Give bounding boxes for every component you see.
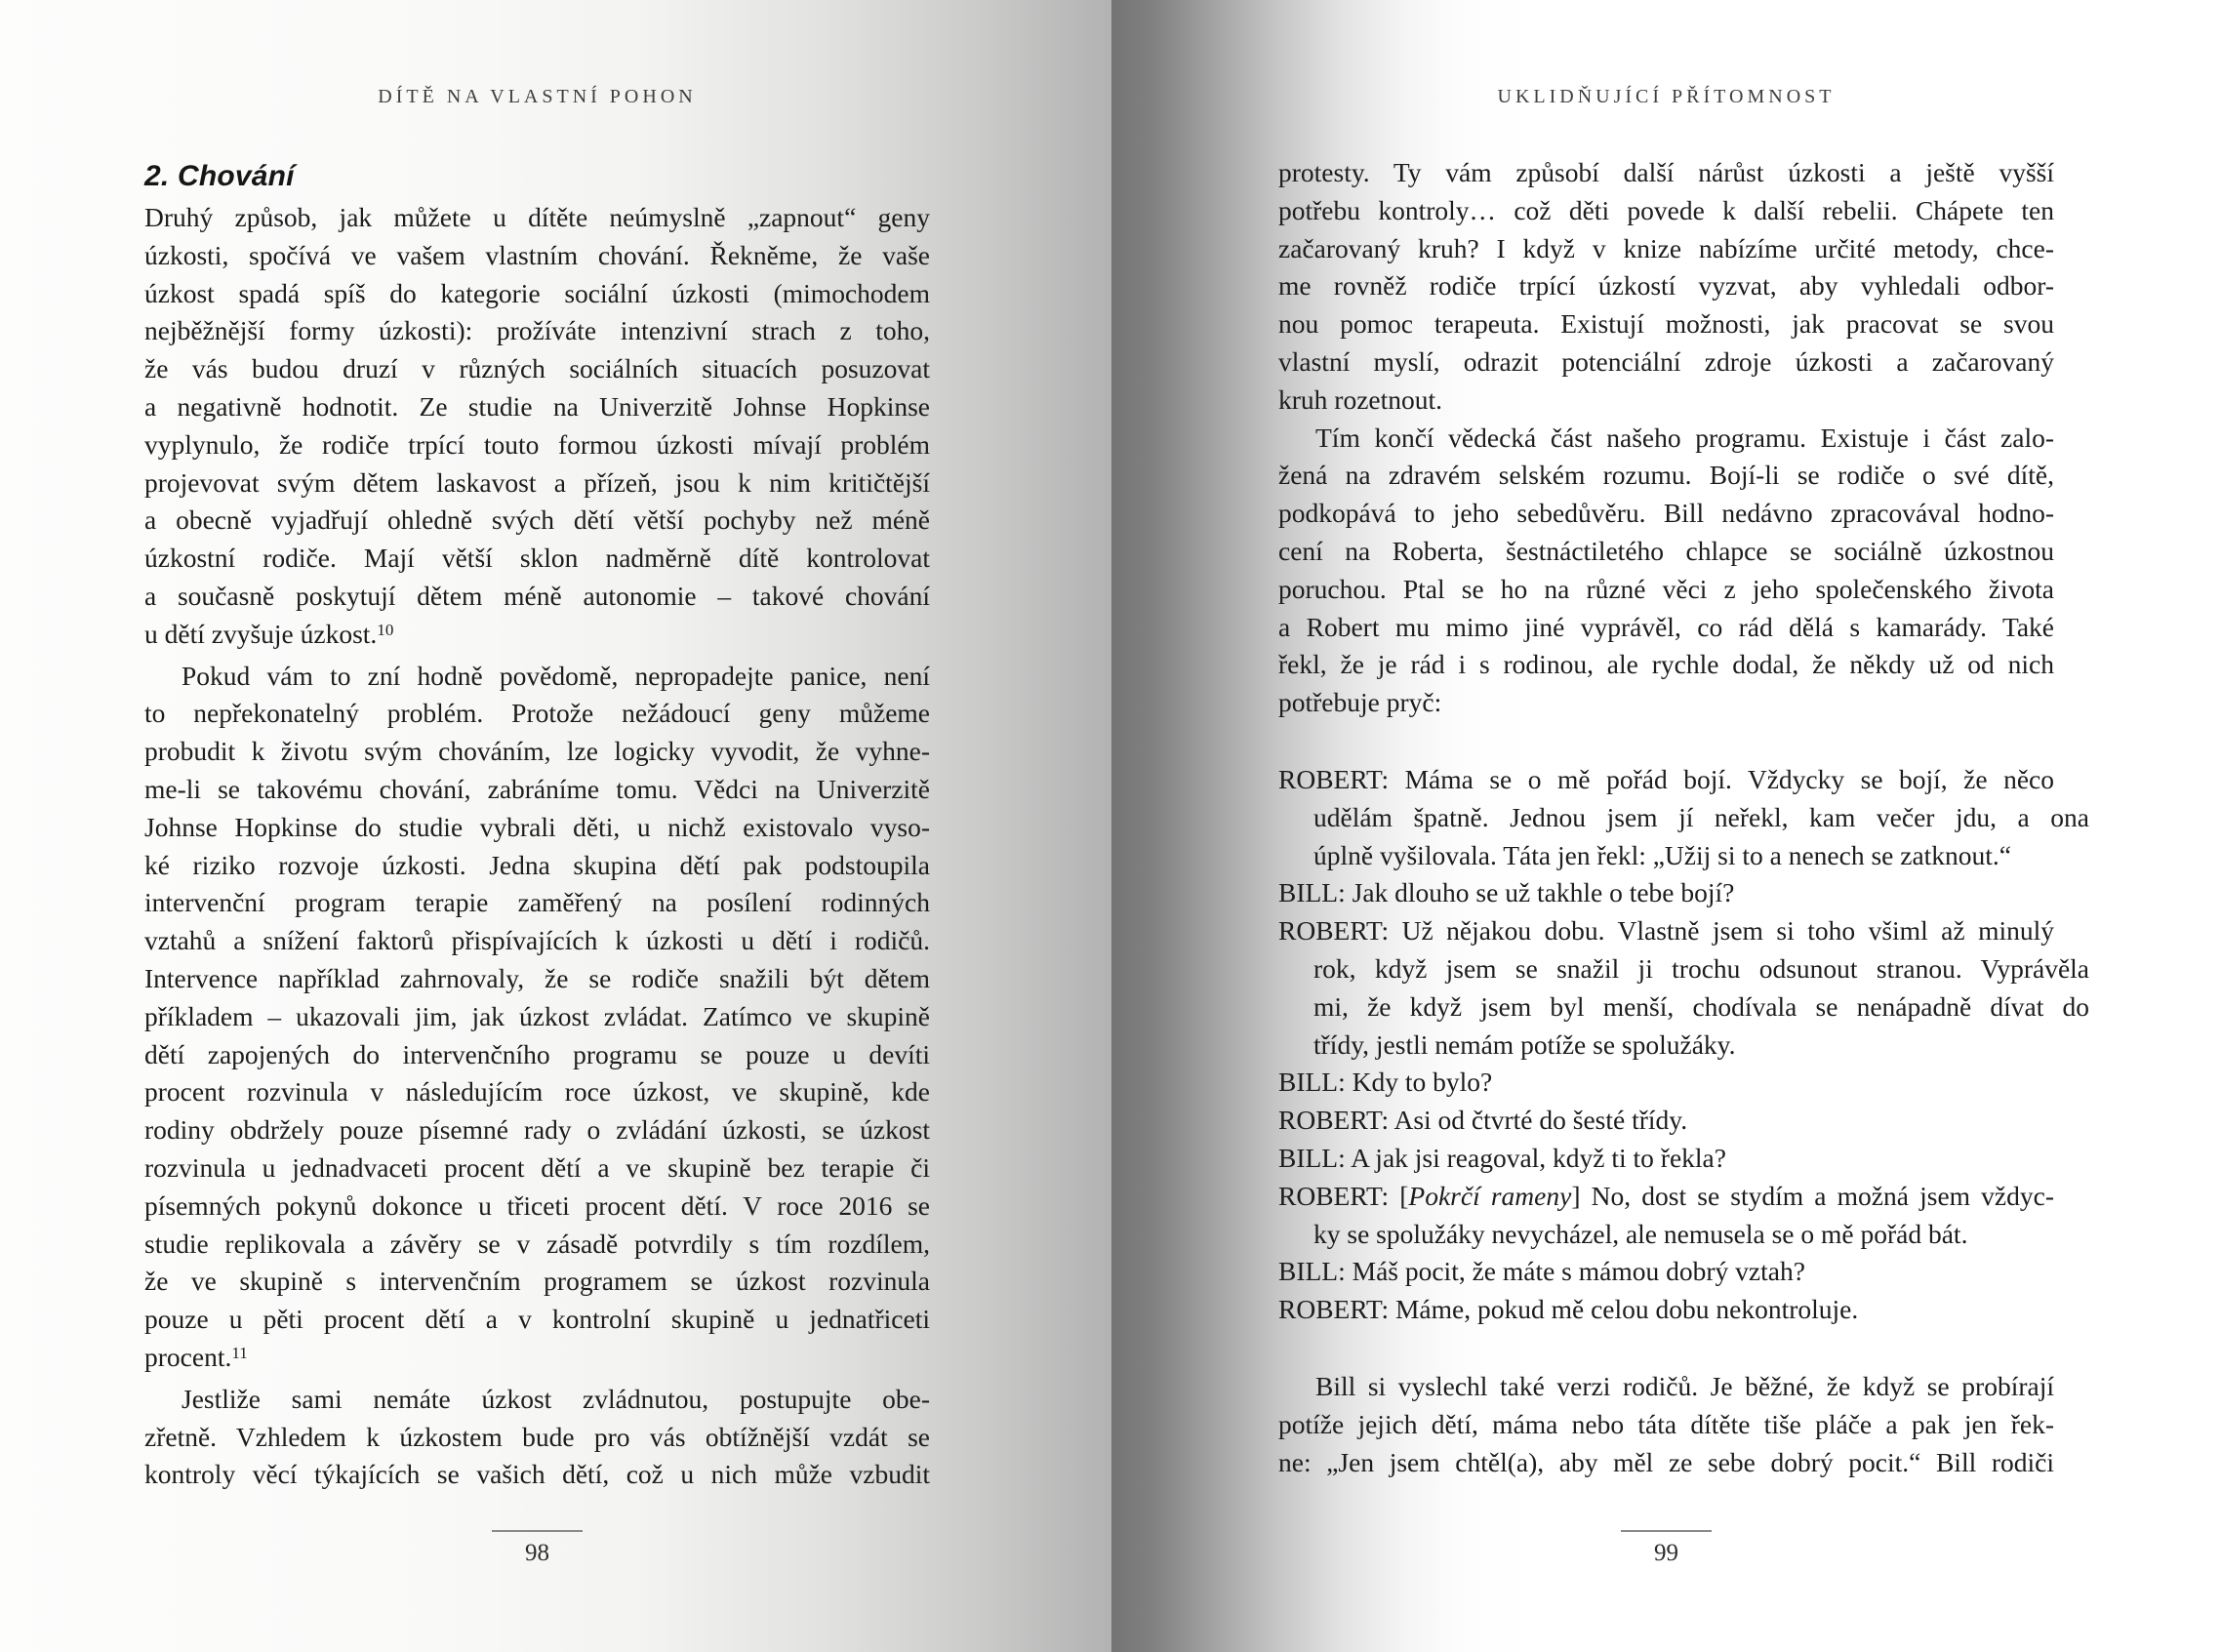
text-segment: ROBERT: Asi od čtvrté do šesté třídy. xyxy=(1278,1105,1688,1136)
text-line xyxy=(1278,457,2054,495)
text-segment: úzkost spadá spíš do kategorie sociální úzkosti (mimochodem xyxy=(144,277,930,308)
text-line xyxy=(1278,1406,2054,1444)
text-line xyxy=(144,771,930,809)
footnote-reference: 10 xyxy=(377,620,394,639)
text-segment: rozvinula u jednadvaceti procent dětí a ve skupině bez terapie či xyxy=(144,1151,930,1183)
footnote-reference: 11 xyxy=(231,1343,248,1362)
text-line xyxy=(144,960,930,998)
text-segment: ROBERT: Máme, pokud mě celou dobu nekontroluje. xyxy=(1278,1294,1859,1325)
text-segment: ké riziko rozvoje úzkosti. Jedna skupina dětí pak podstoupila xyxy=(144,849,930,880)
text-line xyxy=(1278,267,2054,305)
text-segment: BILL: Máš pocit, že máte s mámou dobrý vztah? xyxy=(1278,1256,1805,1287)
text-segment: třídy, jestli nemám potíže se spolužáky. xyxy=(1313,1028,1736,1060)
text-line xyxy=(1278,1102,2054,1140)
text-segment: procent rozvinula v následujícím roce úzkost, ve skupině, kde xyxy=(144,1076,930,1108)
text-line xyxy=(144,658,930,696)
paragraph xyxy=(1278,1368,2054,1481)
text-segment: u dětí zvyšuje úzkost. xyxy=(144,618,378,649)
text-segment: Jestliže sami nemáte úzkost zvládnutou, postupujte obe- xyxy=(182,1383,930,1414)
text-segment: nou pomoc terapeuta. Existují možnosti, jak pracovat se svou xyxy=(1278,308,2054,340)
text-line xyxy=(1278,988,2089,1027)
text-segment: písemných pokynů dokonce u třiceti procent dětí. V roce 2016 se xyxy=(144,1189,930,1221)
text-line xyxy=(144,1301,930,1339)
text-line xyxy=(1278,874,2054,912)
text-segment: potíže jejich dětí, máma nebo táta dítěte tiše pláče a pak jen řek- xyxy=(1278,1408,2054,1439)
text-line xyxy=(144,464,930,503)
page-footer xyxy=(1278,1530,2054,1567)
text-line xyxy=(144,199,930,237)
text-line xyxy=(1278,799,2089,837)
running-header: DÍTĚ NA VLASTNÍ POHON xyxy=(378,86,697,107)
blank-line xyxy=(1278,722,2054,761)
text-segment: udělám špatně. Jednou jsem jí neřekl, kam večer jdu, a ona xyxy=(1313,801,2089,832)
text-segment: me rovněž rodiče trpící úzkostí vyzvat, aby vyhledali odbor- xyxy=(1278,270,2054,302)
text-line xyxy=(1278,837,2089,875)
text-line xyxy=(144,884,930,922)
text-line xyxy=(144,312,930,350)
footer-rule xyxy=(492,1530,583,1532)
text-segment: vztahů a snížení faktorů přispívajících k úzkosti u dětí i rodičů. xyxy=(144,925,930,956)
text-segment: BILL: Jak dlouho se už takhle o tebe bojí? xyxy=(1278,877,1735,908)
text-line xyxy=(1278,382,2054,420)
text-segment: potřebuje pryč: xyxy=(1278,687,1442,718)
text-line xyxy=(144,1036,930,1074)
text-line xyxy=(144,922,930,960)
text-segment: mi, že když jsem byl menší, chodívala se nenápadně dívat do xyxy=(1313,990,2089,1022)
text-line xyxy=(1278,646,2054,684)
text-segment: rodiny obdržely pouze písemné rady o zvládání úzkosti, se úzkost xyxy=(144,1114,930,1146)
text-segment: to nepřekonatelný problém. Protože nežádoucí geny můžeme xyxy=(144,698,930,729)
text-line xyxy=(1278,1178,2054,1216)
page-number: 99 xyxy=(1654,1540,1678,1566)
text-segment: vlastní myslí, odrazit potenciální zdroje úzkosti a začarovaný xyxy=(1278,345,2054,377)
text-segment: začarovaný kruh? I když v knize nabízíme určité metody, chce- xyxy=(1278,232,2054,263)
text-segment: Druhý způsob, jak můžete u dítěte neúmyslně „zapnout“ geny xyxy=(144,202,930,232)
page-footer xyxy=(144,1530,930,1567)
text-segment: úplně vyšilovala. Táta jen řekl: „Užij si to a nenech se zatknout.“ xyxy=(1313,839,2012,870)
text-segment: Intervence například zahrnovaly, že se rodiče snažili být dětem xyxy=(144,962,930,993)
text-line xyxy=(144,847,930,885)
text-line xyxy=(1278,1140,2054,1178)
text-segment: a současně poskytují dětem méně autonomie – takové chování xyxy=(144,580,930,611)
paragraph xyxy=(144,658,930,1381)
running-header: UKLIDŇUJÍCÍ PŘÍTOMNOST xyxy=(1497,86,1836,107)
text-line xyxy=(144,1419,930,1457)
text-segment: intervenční program terapie zaměřený na posílení rodinných xyxy=(144,887,930,918)
text-segment: a negativně hodnotit. Ze studie na Univerzitě Johnse Hopkinse xyxy=(144,390,930,422)
text-segment: úzkostní rodiče. Mají větší sklon nadměrně dítě kontrolovat xyxy=(144,543,930,574)
text-segment: ROBERT: [ xyxy=(1278,1180,1409,1211)
paragraph xyxy=(144,1381,930,1494)
text-segment: Pokud vám to zní hodně povědomě, nepropadejte panice, není xyxy=(182,660,930,691)
paragraph xyxy=(1278,154,2054,420)
text-segment: potřebu kontroly… což děti povede k další rebelii. Chápete ten xyxy=(1278,194,2054,225)
text-line xyxy=(144,540,930,578)
text-line xyxy=(144,616,930,658)
text-segment: a obecně vyjadřují ohledně svých dětí větší pochyby než méně xyxy=(144,504,930,536)
text-segment: podkopává to jeho sebedůvěru. Bill nedávno zpracovával hodno- xyxy=(1278,498,2054,529)
text-line xyxy=(1278,1291,2054,1329)
text-line xyxy=(1278,305,2054,343)
text-line xyxy=(1278,533,2054,571)
text-segment: poruchou. Ptal se ho na různé věci z jeho společenského života xyxy=(1278,573,2054,604)
text-segment: ne: „Jen jsem chtěl(a), aby měl ze sebe dobrý pocit.“ Bill rodiči xyxy=(1278,1446,2054,1477)
text-line xyxy=(144,426,930,464)
text-line xyxy=(1278,1216,2089,1254)
text-segment: že ve skupině s intervenčním programem se úzkost rozvinula xyxy=(144,1266,930,1297)
text-segment: BILL: A jak jsi reagoval, když ti to řekla? xyxy=(1278,1142,1726,1173)
page-number: 98 xyxy=(525,1540,549,1566)
text-segment: projevovat svým dětem laskavost a přízeň, jsou k nim kritičtější xyxy=(144,466,930,498)
text-line xyxy=(144,998,930,1036)
text-segment: protesty. Ty vám způsobí další nárůst úzkosti a ještě vyšší xyxy=(1278,157,2054,187)
text-segment: me-li se takovému chování, zabráníme tomu. Vědci na Univerzitě xyxy=(144,773,930,804)
text-line xyxy=(144,1111,930,1149)
text-line xyxy=(144,578,930,616)
text-segment: dětí zapojených do intervenčního programu se pouze u devíti xyxy=(144,1038,930,1069)
text-line xyxy=(144,733,930,771)
text-line xyxy=(144,350,930,388)
text-segment: žená na zdravém selském rozumu. Bojí-li se rodiče o své dítě, xyxy=(1278,460,2054,491)
text-segment: Bill si vyslechl také verzi rodičů. Je běžné, že když se probírají xyxy=(1315,1370,2054,1401)
text-segment: kontroly věcí týkajících se vašich dětí, což u nich může vzbudit xyxy=(144,1459,930,1490)
text-line xyxy=(144,1456,930,1494)
text-segment: studie replikovala a závěry se v zásadě potvrdily s tím rozdílem, xyxy=(144,1228,930,1259)
footer-rule xyxy=(1621,1530,1712,1532)
text-line xyxy=(144,388,930,426)
text-line xyxy=(1278,912,2054,950)
text-segment: ROBERT: Už nějakou dobu. Vlastně jsem si toho všiml až minulý xyxy=(1278,915,2054,947)
text-segment: Pokrčí rameny xyxy=(1408,1180,1572,1211)
text-line xyxy=(1278,684,2054,722)
text-segment: příkladem – ukazovali jim, jak úzkost zvládat. Zatímco ve skupině xyxy=(144,1000,930,1031)
text-line xyxy=(144,1226,930,1264)
text-segment: že vás budou druzí v různých sociálních situacích posuzovat xyxy=(144,353,930,384)
page-content xyxy=(1278,154,2089,1481)
text-line xyxy=(1278,761,2054,799)
text-segment: Tím končí vědecká část našeho programu. Existuje i část zalo- xyxy=(1315,422,2054,453)
text-line xyxy=(144,275,930,313)
blank-line xyxy=(1278,1329,2054,1368)
text-line xyxy=(1278,343,2054,382)
text-segment: ky se spolužáky nevycházel, ale nemusela se o mě pořád bát. xyxy=(1313,1218,1968,1249)
text-segment: úzkosti, spočívá ve vašem vlastním chování. Řekněme, že vaše xyxy=(144,239,930,270)
page-right xyxy=(1111,0,2221,1652)
text-line xyxy=(1278,154,2054,192)
text-line xyxy=(1278,1444,2054,1482)
text-line xyxy=(144,1073,930,1111)
text-segment: cení na Roberta, šestnáctiletého chlapce se sociálně úzkostnou xyxy=(1278,535,2054,566)
text-segment: ROBERT: Máma se o mě pořád bojí. Vždycky se bojí, že něco xyxy=(1278,763,2054,794)
text-segment: kruh rozetnout. xyxy=(1278,383,1443,415)
text-segment: procent. xyxy=(144,1341,232,1372)
text-segment: BILL: Kdy to bylo? xyxy=(1278,1067,1493,1098)
text-line xyxy=(144,1149,930,1188)
text-line xyxy=(144,237,930,275)
text-segment: nejběžnější formy úzkosti): prožíváte intenzivní strach z toho, xyxy=(144,315,930,346)
text-segment: vyplynulo, že rodiče trpící touto formou úzkosti mívají problém xyxy=(144,428,930,460)
text-line xyxy=(1278,495,2054,533)
text-segment: řekl, že je rád i s rodinou, ale rychle dodal, že někdy už od nich xyxy=(1278,649,2054,680)
section-heading: 2. Chování xyxy=(144,160,295,192)
text-segment: a Robert mu mimo jiné vyprávěl, co rád dělá s kamarády. Také xyxy=(1278,611,2054,642)
text-line xyxy=(144,1339,930,1381)
text-segment: rok, když jsem se snažil ji trochu odsunout stranou. Vyprávěla xyxy=(1313,952,2089,984)
text-segment: ] No, dost se stydím a možná jsem vždyc- xyxy=(1571,1180,2054,1211)
text-line xyxy=(1278,1027,2089,1065)
text-segment: zřetně. Vzhledem k úzkostem bude pro vás obtížnější vzdát se xyxy=(144,1421,930,1452)
text-line xyxy=(1278,1253,2054,1291)
text-segment: Johnse Hopkinse do studie vybrali děti, u nichž existovalo vyso- xyxy=(144,811,930,842)
text-line xyxy=(1278,609,2054,647)
text-line xyxy=(144,809,930,847)
text-line xyxy=(1278,420,2054,458)
text-line xyxy=(1278,950,2089,988)
text-line xyxy=(144,502,930,540)
text-line xyxy=(1278,230,2054,268)
paragraph xyxy=(144,199,930,658)
text-line xyxy=(1278,571,2054,609)
text-line xyxy=(144,1263,930,1301)
text-line xyxy=(144,695,930,733)
paragraph xyxy=(1278,420,2054,722)
text-line xyxy=(1278,1368,2054,1406)
page-content xyxy=(144,154,930,1494)
dialogue-block xyxy=(1278,761,2089,1329)
text-line xyxy=(144,1381,930,1419)
text-line xyxy=(144,1188,930,1226)
text-line xyxy=(1278,192,2054,230)
text-line xyxy=(1278,1064,2054,1102)
text-segment: pouze u pěti procent dětí a v kontrolní skupině u jednatřiceti xyxy=(144,1304,930,1335)
text-segment: probudit k životu svým chováním, lze logicky vyvodit, že vyhne- xyxy=(144,736,930,767)
